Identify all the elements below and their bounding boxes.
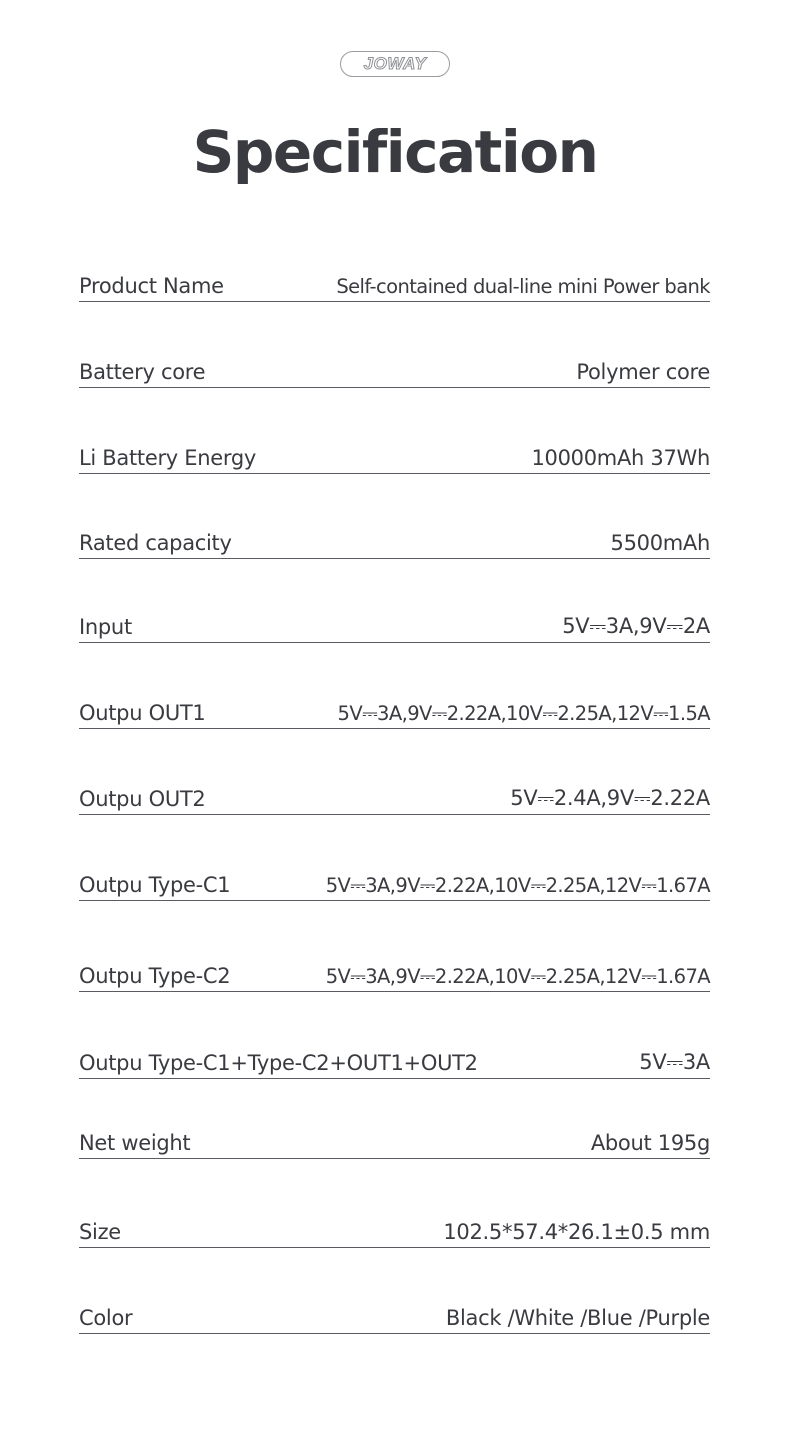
spec-row-li-battery-energy [79,440,710,474]
spec-row-battery-core [79,354,710,388]
spec-value: About 195g [590,1131,710,1155]
spec-label: Rated capacity [79,531,232,555]
spec-row-output-out1 [79,695,710,729]
spec-row-product-name [79,268,710,302]
spec-row-output-combined [79,1045,710,1079]
brand-logo-text: JOWAY [363,54,427,73]
spec-value: 5V⎓3A,9V⎓2A [562,614,710,638]
spec-label: Size [79,1220,121,1244]
spec-value: Polymer core [576,360,710,384]
spec-row-color [79,1300,710,1334]
spec-value: 5500mAh [610,531,710,555]
spec-value: Black /White /Blue /Purple [445,1306,710,1330]
spec-label: Product Name [79,274,224,298]
spec-value: 5V⎓3A,9V⎓2.22A,10V⎓2.25A,12V⎓1.67A [325,965,710,988]
spec-row-net-weight [79,1125,710,1159]
spec-row-input [79,609,710,643]
spec-label: Outpu OUT2 [79,787,206,811]
spec-value: 10000mAh 37Wh [531,446,710,470]
spec-label: Outpu Type-C1 [79,873,231,897]
brand-logo [340,51,450,77]
spec-label: Outpu Type-C1+Type-C2+OUT1+OUT2 [79,1051,478,1075]
spec-label: Battery core [79,360,206,384]
spec-value: Self-contained dual-line mini Power bank [336,275,710,298]
spec-label: Outpu Type-C2 [79,964,231,988]
spec-value: 5V⎓3A [639,1050,710,1074]
page-title: Specification [192,118,598,186]
spec-label: Color [79,1306,133,1330]
spec-row-rated-capacity [79,525,710,559]
spec-label: Outpu OUT1 [79,701,206,725]
spec-value: 5V⎓3A,9V⎓2.22A,10V⎓2.25A,12V⎓1.67A [325,874,710,897]
spec-row-output-out2 [79,781,710,815]
spec-label: Input [79,615,132,639]
spec-label: Net weight [79,1131,191,1155]
spec-row-size [79,1214,710,1248]
spec-row-output-type-c2 [79,958,710,992]
spec-label: Li Battery Energy [79,446,257,470]
spec-value: 102.5*57.4*26.1±0.5 mm [443,1220,710,1244]
spec-value: 5V⎓3A,9V⎓2.22A,10V⎓2.25A,12V⎓1.5A [337,702,710,725]
spec-value: 5V⎓2.4A,9V⎓2.22A [510,786,710,810]
spec-row-output-type-c1 [79,867,710,901]
